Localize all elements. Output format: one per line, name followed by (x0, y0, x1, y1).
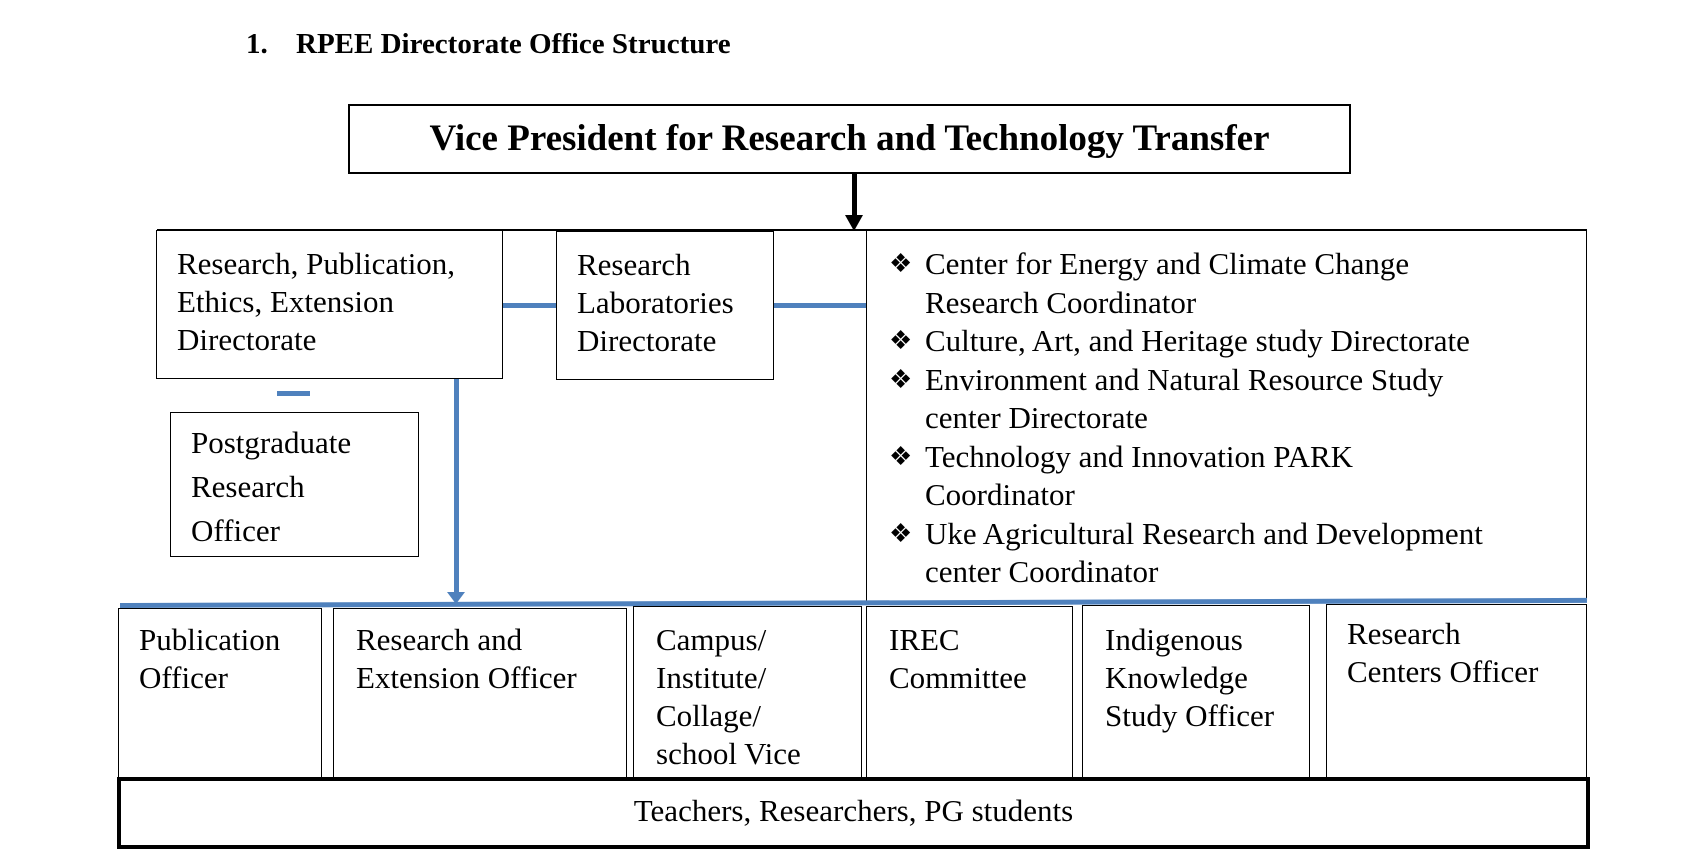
irec-committee-node: IREC Committee (866, 606, 1073, 778)
pg-line-3: Officer (191, 513, 280, 548)
rpee-line-3: Directorate (177, 322, 317, 357)
section-number: 1. (246, 28, 268, 60)
center-item: ❖ Uke Agricultural Research and Development center Coordinator (889, 515, 1483, 589)
labs-line-1: Research (577, 247, 691, 282)
indigenous-knowledge-officer-node: Indigenous Knowledge Study Officer (1082, 605, 1310, 778)
diamond-bullet-icon: ❖ (889, 364, 913, 394)
labs-directorate-node (556, 231, 774, 380)
connector-rpee-labs (503, 303, 557, 308)
rpee-line-1: Research, Publication, (177, 246, 456, 281)
center-item: ❖ Culture, Art, and Heritage study Directorate (889, 322, 1586, 361)
labs-line-3: Directorate (577, 323, 717, 358)
research-centers-officer-node: Research Centers Officer (1326, 604, 1587, 778)
research-extension-officer-node: Research and Extension Officer (333, 608, 627, 778)
centers-list (889, 245, 1586, 592)
publication-officer-node: Publication Officer (118, 608, 322, 778)
connector-labs-centers (774, 303, 867, 308)
postgraduate-officer-node (170, 412, 419, 557)
connector-rpee-down (454, 379, 459, 597)
diamond-bullet-icon: ❖ (889, 249, 913, 278)
pg-line-1: Postgraduate (191, 425, 352, 460)
vp-arrow-shaft (852, 174, 857, 218)
rpee-directorate-node (156, 230, 503, 379)
connector-postgraduate-dash (277, 391, 310, 396)
diamond-bullet-icon: ❖ (889, 326, 913, 355)
diamond-bullet-icon: ❖ (889, 518, 913, 548)
pg-line-2: Research (191, 469, 305, 504)
section-title: RPEE Directorate Office Structure (296, 28, 731, 60)
section-heading (246, 28, 731, 61)
center-item: ❖ Technology and Innovation PARK Coordinator (889, 438, 1354, 512)
rpee-line-2: Ethics, Extension (177, 284, 394, 319)
campus-vice-node: Campus/ Institute/ Collage/ school Vice (633, 606, 862, 778)
research-centers-node (866, 230, 1587, 602)
center-item: ❖ Center for Energy and Climate Change Research Coordinator (889, 246, 1410, 320)
teachers-researchers-node: Teachers, Researchers, PG students (117, 777, 1590, 849)
diamond-bullet-icon: ❖ (889, 441, 913, 471)
labs-line-2: Laboratories (577, 285, 734, 320)
vice-president-node: Vice President for Research and Technology Transfer (348, 104, 1351, 174)
center-item: ❖ Environment and Natural Resource Study center Directorate (889, 361, 1444, 435)
